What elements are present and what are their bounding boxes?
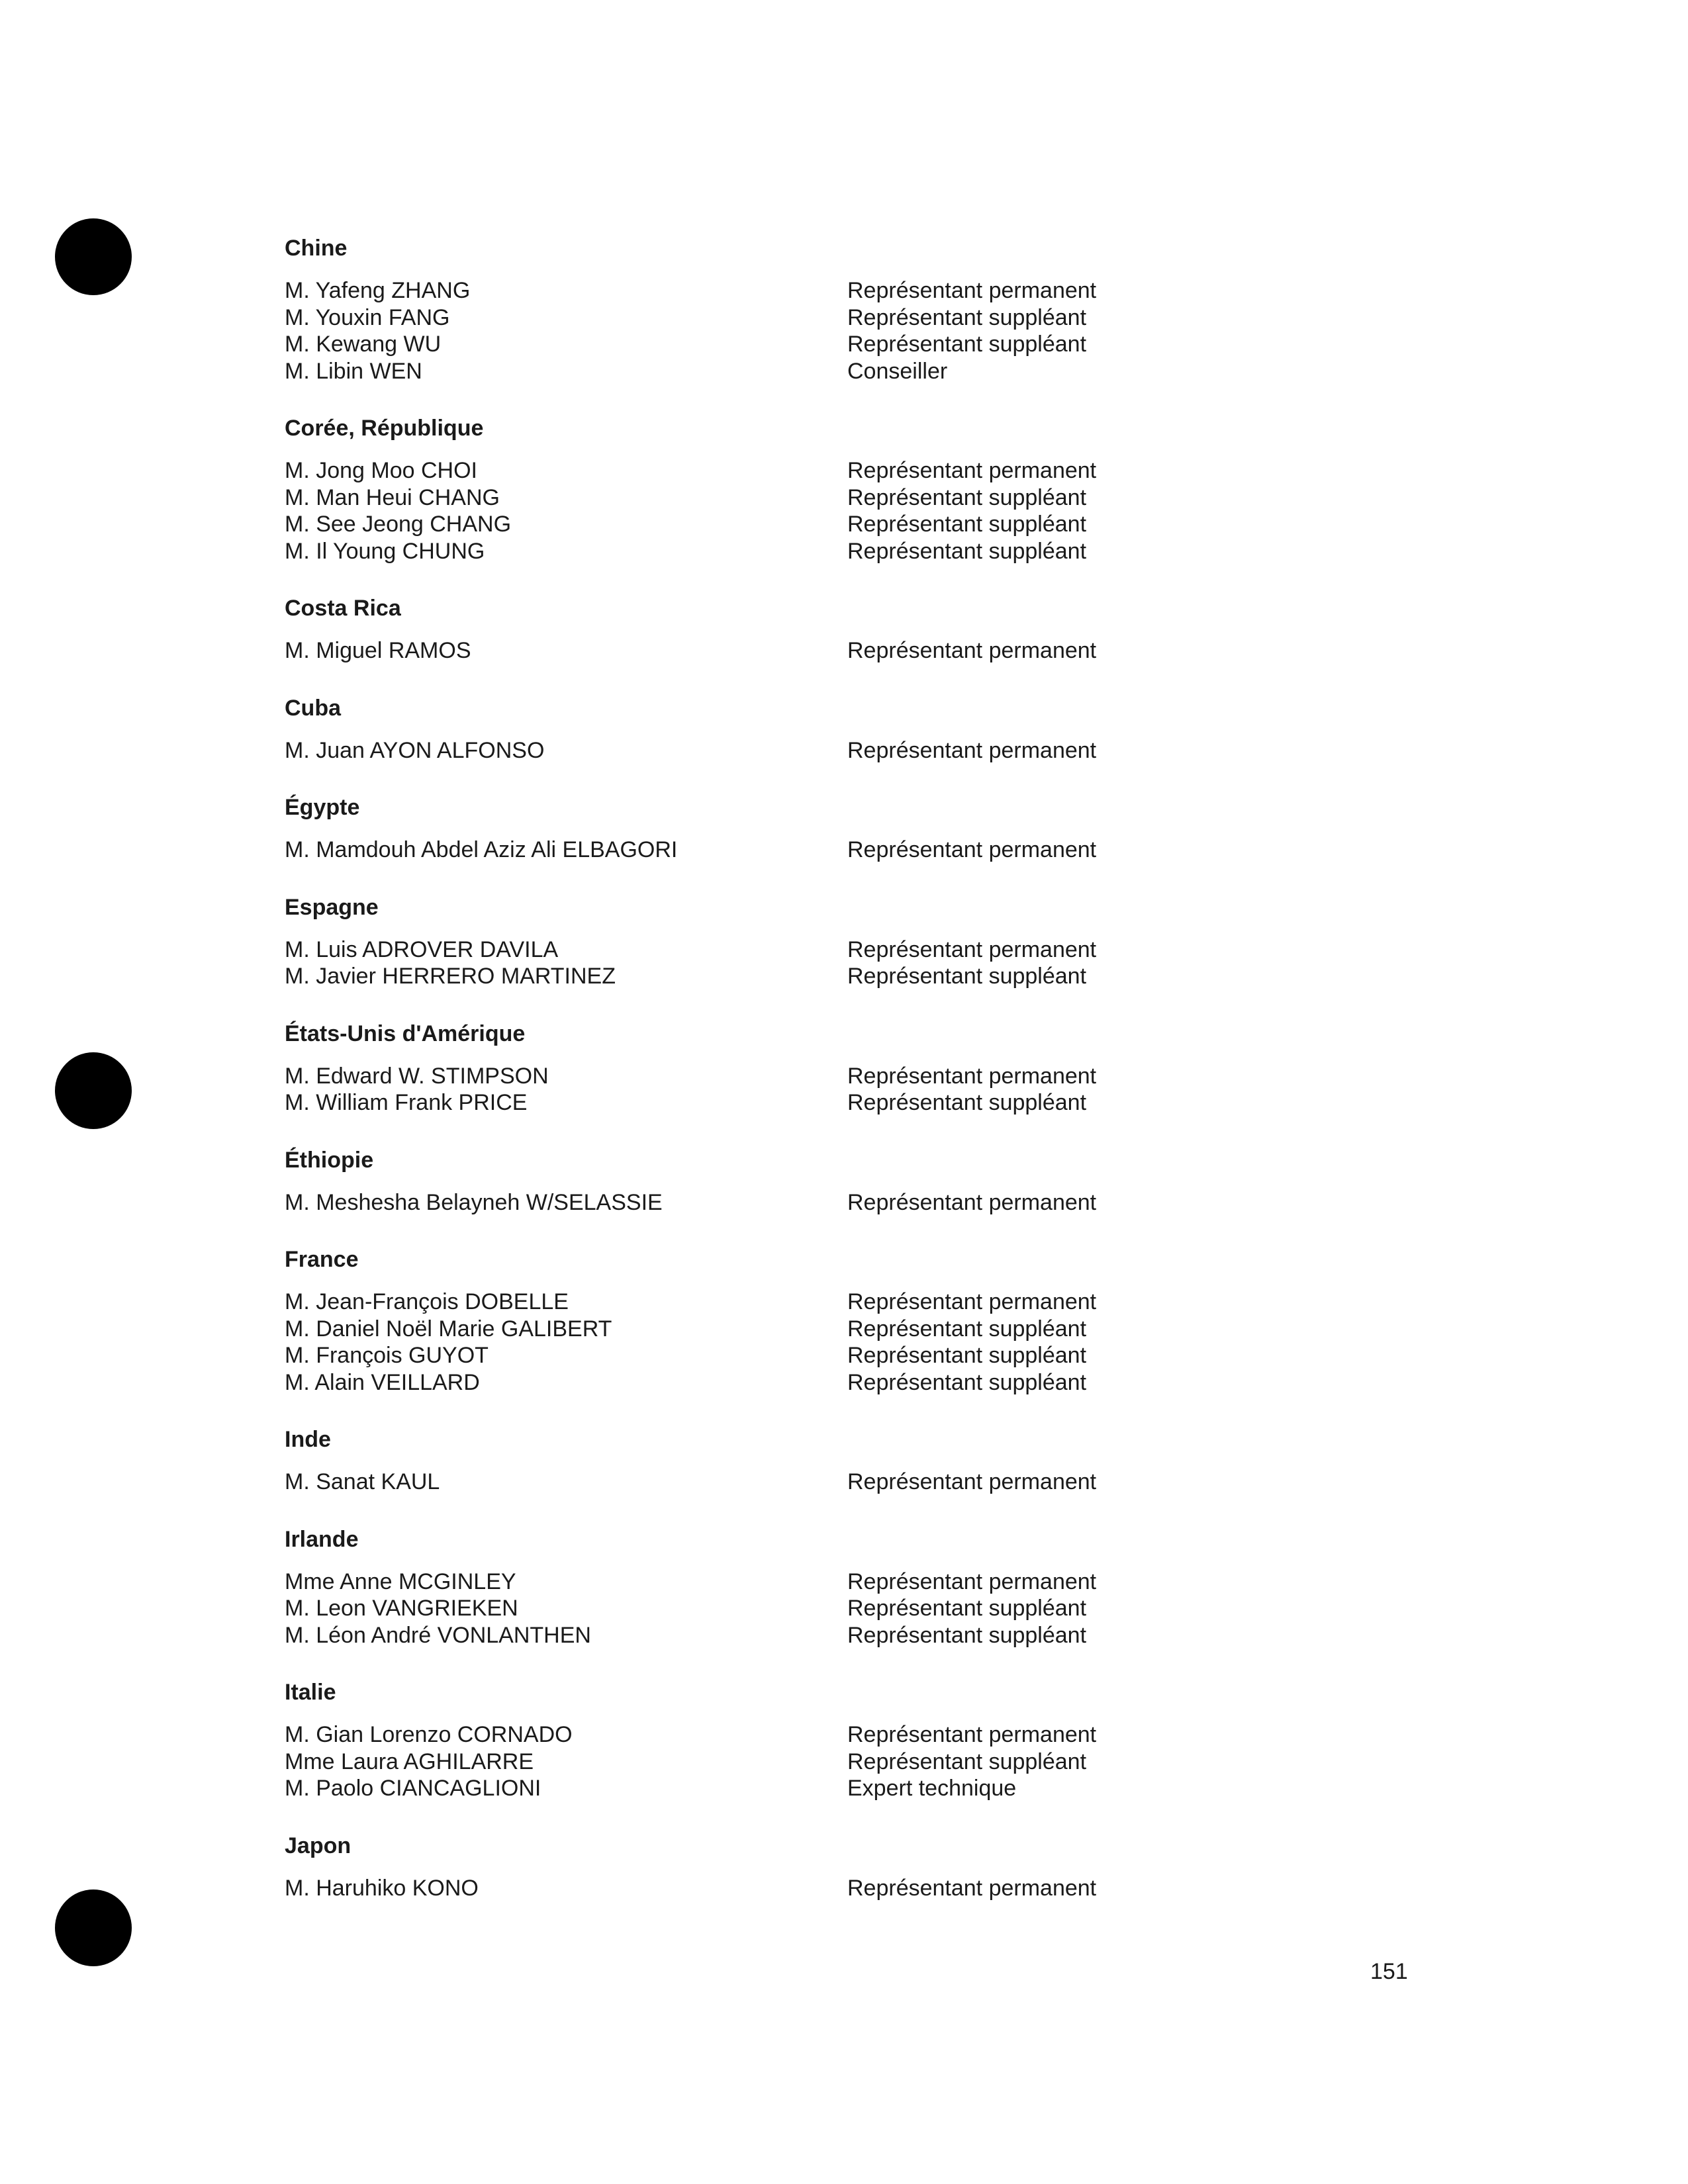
country-heading: Chine — [285, 236, 348, 261]
member-row — [285, 511, 1443, 538]
country-heading: Costa Rica — [285, 596, 401, 621]
country-section — [285, 1246, 1443, 1396]
member-name: M. See Jeong CHANG — [285, 512, 512, 537]
member-name: M. Kewang WU — [285, 332, 442, 357]
member-role: Représentant permanent — [847, 936, 1097, 962]
member-name: M. Léon André VONLANTHEN — [285, 1622, 591, 1648]
member-role: Représentant suppléant — [847, 1090, 1087, 1115]
member-row — [285, 737, 1443, 764]
member-role: Représentant suppléant — [847, 304, 1087, 330]
country-heading: États-Unis d'Amérique — [285, 1021, 526, 1046]
country-heading: Espagne — [285, 894, 379, 920]
member-name: M. Haruhiko KONO — [285, 1875, 479, 1901]
member-name: M. Man Heui CHANG — [285, 484, 500, 510]
member-name: M. Alain VEILLARD — [285, 1369, 480, 1395]
punch-hole-bottom — [55, 1889, 132, 1966]
country-section — [285, 595, 1443, 664]
member-name: M. Youxin FANG — [285, 304, 450, 330]
member-role: Représentant suppléant — [847, 332, 1087, 357]
country-section — [285, 1833, 1443, 1902]
country-section — [285, 415, 1443, 565]
member-row — [285, 1369, 1443, 1396]
member-role: Représentant permanent — [847, 1289, 1097, 1314]
member-name: M. Daniel Noël Marie GALIBERT — [285, 1316, 612, 1342]
member-role: Représentant suppléant — [847, 1749, 1087, 1774]
member-row — [285, 277, 1443, 304]
member-row — [285, 963, 1443, 990]
member-row — [285, 331, 1443, 358]
member-row — [285, 637, 1443, 664]
member-role: Représentant suppléant — [847, 1369, 1087, 1395]
member-role: Conseiller — [847, 358, 948, 384]
member-role: Représentant permanent — [847, 1189, 1097, 1215]
member-row — [285, 1316, 1443, 1343]
member-name: M. Jong Moo CHOI — [285, 458, 477, 483]
country-heading: Égypte — [285, 795, 360, 820]
member-name: Mme Anne MCGINLEY — [285, 1569, 516, 1594]
member-role: Représentant suppléant — [847, 484, 1087, 510]
member-row — [285, 1569, 1443, 1596]
member-row — [285, 1089, 1443, 1116]
member-role: Représentant permanent — [847, 1569, 1097, 1594]
member-row — [285, 1063, 1443, 1090]
punch-hole-top — [55, 218, 132, 295]
member-role: Représentant suppléant — [847, 1316, 1087, 1342]
member-row — [285, 1595, 1443, 1622]
member-role: Représentant permanent — [847, 737, 1097, 763]
member-name: M. Juan AYON ALFONSO — [285, 737, 545, 763]
member-role: Représentant suppléant — [847, 1343, 1087, 1368]
member-row — [285, 837, 1443, 864]
member-role: Expert technique — [847, 1776, 1017, 1801]
member-row — [285, 936, 1443, 964]
country-section — [285, 1526, 1443, 1649]
member-row — [285, 1749, 1443, 1776]
country-section — [285, 1021, 1443, 1116]
page-number: 151 — [1370, 1959, 1408, 1984]
member-name: M. Mamdouh Abdel Aziz Ali ELBAGORI — [285, 837, 678, 862]
member-row — [285, 538, 1443, 565]
member-name: M. Leon VANGRIEKEN — [285, 1596, 518, 1621]
country-heading: Cuba — [285, 695, 341, 721]
member-name: M. Luis ADROVER DAVILA — [285, 936, 559, 962]
member-row — [285, 1342, 1443, 1369]
member-role: Représentant permanent — [847, 1722, 1097, 1747]
member-name: M. Miguel RAMOS — [285, 638, 471, 663]
member-row — [285, 1469, 1443, 1496]
member-row — [285, 1289, 1443, 1316]
member-role: Représentant permanent — [847, 1063, 1097, 1089]
member-name: M. Sanat KAUL — [285, 1469, 440, 1494]
member-role: Représentant suppléant — [847, 1622, 1087, 1648]
member-name: M. Gian Lorenzo CORNADO — [285, 1722, 573, 1747]
member-name: M. Libin WEN — [285, 358, 422, 384]
member-name: M. Meshesha Belayneh W/SELASSIE — [285, 1189, 663, 1215]
member-role: Représentant permanent — [847, 458, 1097, 483]
member-row — [285, 1721, 1443, 1749]
member-role: Représentant permanent — [847, 278, 1097, 303]
country-heading: Irlande — [285, 1526, 359, 1552]
country-section — [285, 235, 1443, 385]
member-row — [285, 1775, 1443, 1802]
country-section — [285, 894, 1443, 990]
member-name: M. Paolo CIANCAGLIONI — [285, 1776, 541, 1801]
delegation-list — [285, 235, 1443, 1932]
member-name: M. Javier HERRERO MARTINEZ — [285, 964, 616, 989]
member-role: Représentant suppléant — [847, 512, 1087, 537]
member-role: Représentant suppléant — [847, 964, 1087, 989]
member-role: Représentant permanent — [847, 1469, 1097, 1494]
country-section — [285, 695, 1443, 764]
member-row — [285, 358, 1443, 385]
member-row — [285, 1622, 1443, 1649]
member-role: Représentant permanent — [847, 638, 1097, 663]
member-name: M. Yafeng ZHANG — [285, 278, 471, 303]
country-heading: Italie — [285, 1680, 336, 1705]
member-name: M. Edward W. STIMPSON — [285, 1063, 549, 1089]
member-role: Représentant suppléant — [847, 1596, 1087, 1621]
member-row — [285, 1875, 1443, 1902]
country-heading: Éthiopie — [285, 1147, 374, 1173]
country-heading: France — [285, 1247, 359, 1272]
member-name: Mme Laura AGHILARRE — [285, 1749, 534, 1774]
member-role: Représentant suppléant — [847, 538, 1087, 564]
member-row — [285, 484, 1443, 512]
country-section — [285, 794, 1443, 864]
country-heading: Japon — [285, 1833, 352, 1858]
member-row — [285, 1189, 1443, 1216]
country-heading: Corée, République — [285, 416, 484, 441]
member-row — [285, 457, 1443, 484]
country-section — [285, 1147, 1443, 1216]
member-row — [285, 304, 1443, 332]
member-name: M. Il Young CHUNG — [285, 538, 485, 564]
country-section — [285, 1426, 1443, 1496]
member-role: Représentant permanent — [847, 1875, 1097, 1901]
member-name: M. William Frank PRICE — [285, 1090, 528, 1115]
country-section — [285, 1679, 1443, 1802]
country-heading: Inde — [285, 1427, 331, 1452]
member-role: Représentant permanent — [847, 837, 1097, 862]
member-name: M. Jean-François DOBELLE — [285, 1289, 569, 1314]
punch-hole-middle — [55, 1052, 132, 1129]
member-name: M. François GUYOT — [285, 1343, 489, 1368]
